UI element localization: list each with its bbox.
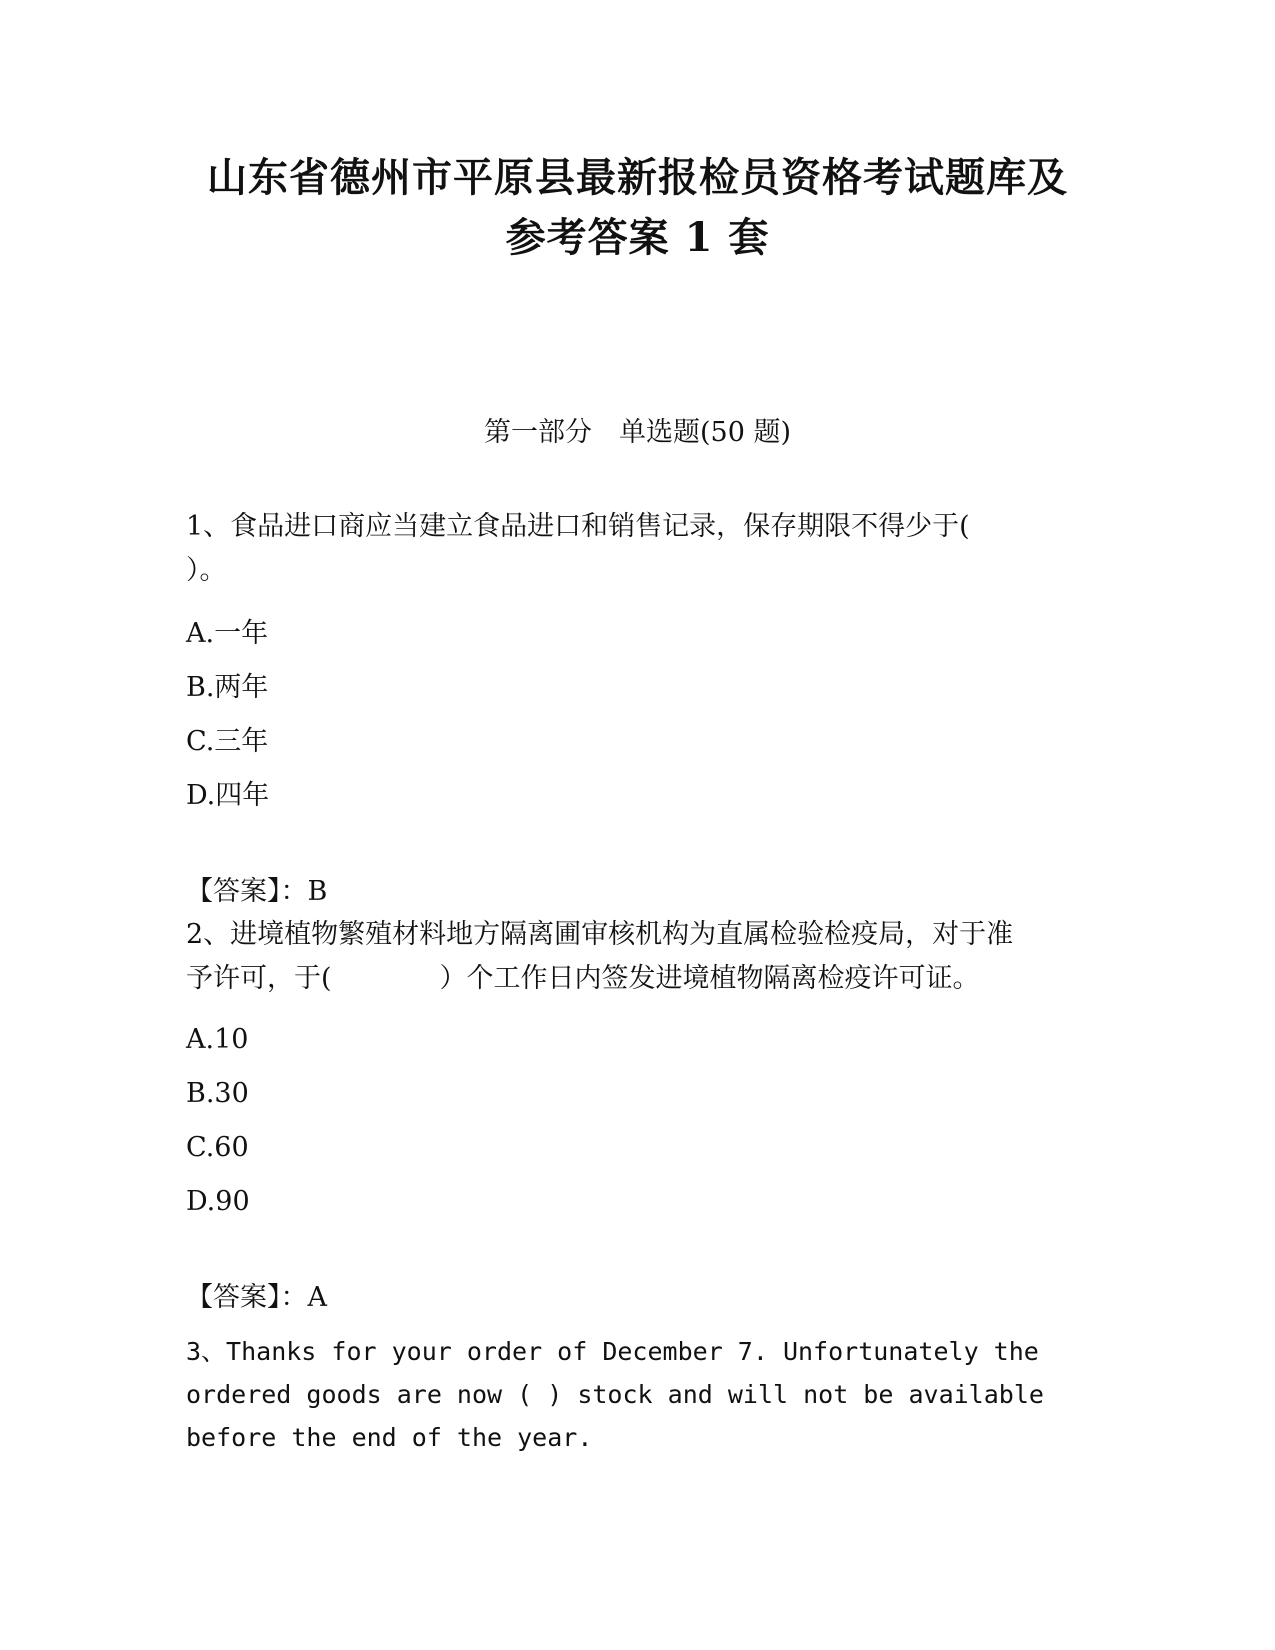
- question-2-option-b: B.30: [186, 1078, 249, 1109]
- question-1-stem-line-2: ）。: [186, 555, 227, 586]
- question-3-stem-line-3: before the end of the year.: [186, 1423, 593, 1452]
- question-1-option-c: C.三年: [186, 726, 269, 757]
- question-2-answer: 【答案】：A: [186, 1282, 327, 1313]
- question-2-option-a: A.10: [186, 1024, 249, 1055]
- question-3-stem-line-2: ordered goods are now ( ) stock and will not be available: [186, 1380, 1044, 1409]
- question-1-answer: 【答案】：B: [186, 876, 328, 907]
- question-2-stem-line-1: 2、进境植物繁殖材料地方隔离圃审核机构为直属检验检疫局，对于准: [186, 919, 1014, 950]
- section-heading: 第一部分 单选题(50 题): [483, 417, 791, 448]
- question-2-stem-line-2: 予许可，于( ）个工作日内签发进境植物隔离检疫许可证。: [186, 963, 980, 994]
- question-1-option-d: D.四年: [186, 780, 270, 811]
- question-3-stem-line-1: 3、Thanks for your order of December 7. Unfortunately the: [186, 1337, 1039, 1366]
- document-title-line-1: 山东省德州市平原县最新报检员资格考试题库及: [207, 154, 1068, 201]
- question-2-option-c: C.60: [186, 1132, 249, 1163]
- question-1-stem-line-1: 1、食品进口商应当建立食品进口和销售记录，保存期限不得少于(: [186, 511, 970, 542]
- document-title-line-2: 参考答案 1 套: [505, 214, 770, 261]
- question-2-option-d: D.90: [186, 1186, 250, 1217]
- question-1-option-b: B.两年: [186, 672, 269, 703]
- question-1-option-a: A.一年: [186, 618, 269, 649]
